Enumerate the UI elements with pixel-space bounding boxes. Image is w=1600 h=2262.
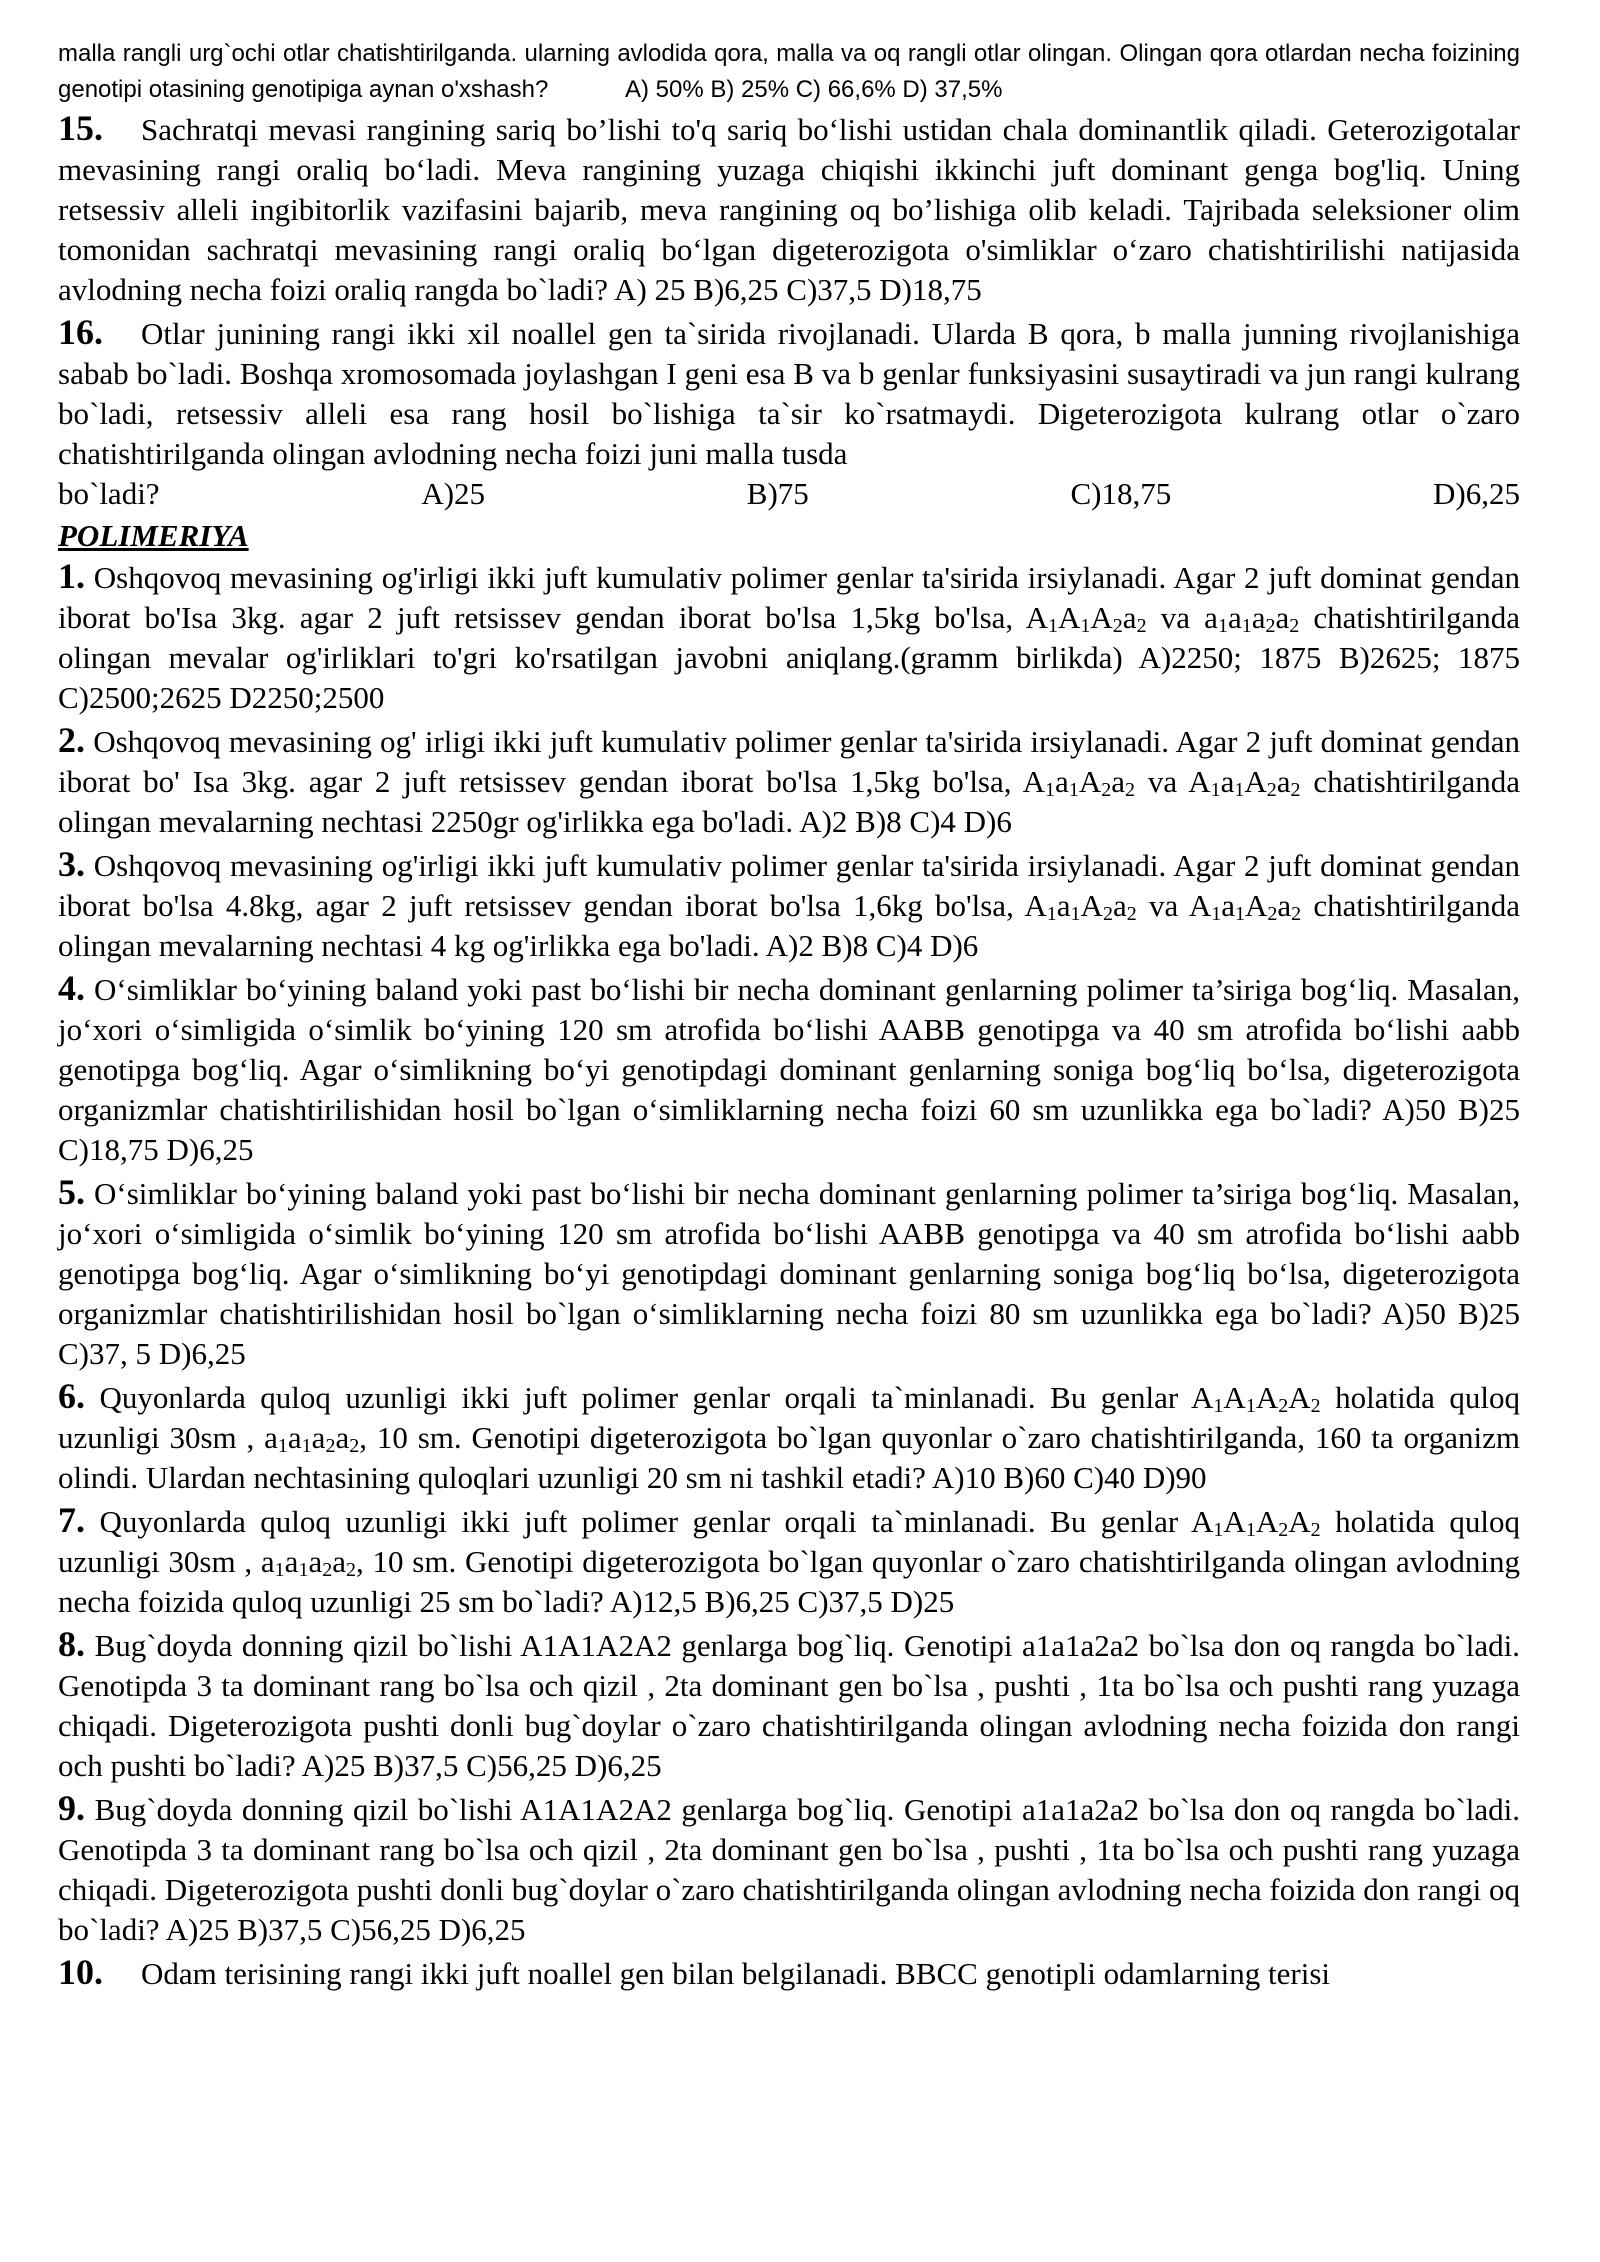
question-number: 5. [58, 1172, 85, 1212]
question-text: va [1147, 764, 1178, 799]
question-text: Quyonlarda quloq uzunligi ikki juft polimer genlar orqali ta`minlanadi. Bu genlar [99, 1504, 1179, 1539]
question-text: holatida quloq uzunligi 30sm , [58, 1504, 1521, 1579]
question-text: chatishtirilganda olingan mevalarning nechtasi 2250gr og'irlikka ega bo'ladi. A)2 B)8 C)4 D)6 [58, 764, 1521, 839]
question-14-tail [58, 36, 1520, 108]
question-text: Otlar junining rangi ikki xil noallel gen ta`sirida rivojlanadi. Ularda B qora, b malla junning rivojlanishiga sabab bo`ladi. Boshqa xromosomada joylashgan I geni esa B va b genlar funksiyasini susaytiradi va jun rangi kulrang bo`ladi, retsessiv alleli esa rang hosil bo`lishiga ta`sir ko`rsatmaydi. Digeterozigota kulrang otlar o`zaro chatishtirilganda olingan avlodning necha foizi juni malla tusda [58, 316, 1520, 471]
question-number: 10. [58, 1952, 103, 1992]
question-number: 7. [58, 1500, 85, 1540]
question-text: O‘simliklar bo‘yining baland yoki past bo‘lishi bir necha dominant genlarning polimer ta’siriga bog‘liq. Masalan, jo‘xori o‘simligida o‘simlik bo‘yining 120 sm atrofida bo‘lishi AABB genotipga va 40 sm atrofida bo‘lishi aabb genotipga bog‘liq. Agar o‘simlikning bo‘yi genotipdagi dominant genlarning soniga bog‘liq bo‘lsa, digeterozigota organizmlar chatishtirilishidan hosil bo`lgan o‘simliklarning necha foizi 80 sm uzunlikka ega bo`ladi? A)50 B)25 C)37, 5 D)6,25 [58, 1176, 1520, 1371]
question-number: 2. [58, 720, 85, 760]
polymery-question-8 [58, 1624, 1520, 1786]
question-16 [58, 312, 1520, 514]
genotype: $a_1a_1a_2a_2$ [260, 1544, 356, 1581]
question-15 [58, 108, 1520, 310]
option-d: D)6,25 [1432, 476, 1520, 511]
genotype: $a_1a_1a_2a_2$ [1204, 600, 1300, 637]
polymery-question-10 [58, 1952, 1520, 1994]
genotype: $A_1A_1A_2a_2$ [1025, 600, 1147, 637]
question-number: 1. [58, 556, 85, 596]
question-text: malla rangli urg`ochi otlar chatishtirilganda. ularning avlodida qora, malla va oq rangli otlar olingan. Olingan qora otlardan necha foizining genotipi otasining genotipiga aynan o'xshash? [58, 40, 1520, 103]
question-text: chatishtirilganda olingan mevalarning nechtasi 4 kg og'irlikka ega bo'ladi. A)2 B)8 C)4 D)6 [58, 888, 1521, 963]
question-number: 3. [58, 844, 85, 884]
polymery-question-3 [58, 844, 1520, 966]
genotype: $a_1a_1a_2a_2$ [264, 1420, 360, 1457]
genotype: $A_1a_1A_2a_2$ [1188, 764, 1301, 801]
question-text: Bug`doyda donning qizil bo`lishi A1A1A2A2 genlarga bog`liq. Genotipi a1a1a2a2 bo`lsa don oq rangda bo`ladi. Genotipda 3 ta dominant rang bo`lsa och qizil , 2ta dominant gen bo`lsa , pushti , 1ta bo`lsa och pushti rang yuzaga chiqadi. Digeterozigota pushti donli bug`doylar o`zaro chatishtirilganda olingan avlodning necha foizida don rangi oq bo`ladi? A)25 B)37,5 C)56,25 D)6,25 [58, 1792, 1520, 1947]
question-text: chatishtirilganda olingan mevalar og'irliklari to'gri ko'rsatilgan javobni aniqlang.(gramm birlikda) A)2250; 1875 B)2625; 1875 C)2500;2625 D2250;2500 [58, 600, 1521, 715]
genotype: $A_1a_1A_2a_2$ [1022, 764, 1135, 801]
polymery-question-5 [58, 1172, 1520, 1374]
question-number: 4. [58, 968, 85, 1008]
question-text: O‘simliklar bo‘yining baland yoki past bo‘lishi bir necha dominant genlarning polimer ta’siriga bog‘liq. Masalan, jo‘xori o‘simligida o‘simlik bo‘yining 120 sm atrofida bo‘lishi AABB genotipga va 40 sm atrofida bo‘lishi aabb genotipga bog‘liq. Agar o‘simlikning bo‘yi genotipdagi dominant genlarning soniga bog‘liq bo‘lsa, digeterozigota organizmlar chatishtirilishidan hosil bo`lgan o‘simliklarning necha foizi 60 sm uzunlikka ega bo`ladi? A)50 B)25 C)18,75 D)6,25 [58, 972, 1520, 1167]
option-c: C)18,75 [1070, 476, 1172, 511]
question-text: holatida quloq uzunligi 30sm , [58, 1380, 1521, 1455]
polymery-question-6 [58, 1376, 1520, 1498]
answer-options [58, 474, 1520, 514]
genotype: $A_1a_1A_2a_2$ [1188, 888, 1302, 925]
question-text: Sachratqi mevasi rangining sariq bo’lishi to'q sariq bo‘lishi ustidan chala dominantlik qiladi. Geterozigotalar mevasining rangi oraliq bo‘ladi. Meva rangining yuzaga chiqishi ikkinchi juft dominant genga bog'liq. Uning retsessiv alleli ingibitorlik vazifasini bajarib, meva rangining oq bo’lishiga olib keladi. Tajribada seleksioner olim tomonidan sachratqi mevasining rangi oraliq bo‘lgan digeterozigota o'simliklar o‘zaro chatishtirilishi natijasida avlodning necha foizi oraliq rangda bo`ladi? A) 25 B)6,25 C)37,5 D)18,75 [58, 112, 1520, 307]
genotype: $A_1A_1A_2A_2$ [1191, 1380, 1321, 1417]
genotype: $A_1A_1A_2A_2$ [1191, 1504, 1321, 1541]
polymery-question-9 [58, 1788, 1520, 1950]
question-text: Oshqovoq mevasining og'irligi ikki juft kumulativ polimer genlar ta'sirida irsiylanadi. Agar 2 juft dominat gendan iborat bo'Isa 3kg. agar 2 juft retsissev gendan iborat bo'lsa 1,5kg bo'lsa, [58, 560, 1521, 635]
question-text: Oshqovoq mevasining og' irligi ikki juft kumulativ polimer genlar ta'sirida irsiylanadi. Agar 2 juft dominat gendan iborat bo' Isa 3kg. agar 2 juft retsissev gendan iborat bo'lsa 1,5kg bo'lsa, [58, 724, 1521, 799]
question-text: va [1160, 600, 1190, 635]
question-number: 6. [58, 1376, 85, 1416]
answer-options: A) 50% B) 25% C) 66,6% D) 37,5% [624, 76, 1003, 103]
question-number: 16. [58, 312, 103, 352]
polymery-question-1 [58, 556, 1520, 718]
genotype: $A_1a_1A_2a_2$ [1024, 888, 1137, 925]
option-a: A)25 [421, 476, 486, 511]
question-text: , 10 sm. Genotipi digeterozigota bo`lgan quyonlar o`zaro chatishtirilganda, 160 ta organizm olindi. Ulardan nechtasining quloqlari uzunligi 20 sm ni tashkil etadi? A)10 B)60 C)40 D)90 [58, 1420, 1521, 1495]
document-page [58, 36, 1520, 1996]
question-text: va [1148, 888, 1179, 923]
question-number: 15. [58, 108, 103, 148]
section-heading: POLIMERIYA [58, 518, 249, 553]
option-lead: bo`ladi? [58, 476, 160, 511]
question-text: , 10 sm. Genotipi digeterozigota bo`lgan quyonlar o`zaro chatishtirilganda olingan avlodning necha foizida quloq uzunligi 25 sm bo`ladi? A)12,5 B)6,25 C)37,5 D)25 [58, 1544, 1520, 1619]
question-text: Odam terisining rangi ikki juft noallel gen bilan belgilanadi. BBCC genotipli odamlarning terisi [141, 1956, 1330, 1991]
polymery-question-7 [58, 1500, 1520, 1622]
option-b: B)75 [746, 476, 809, 511]
question-text: Quyonlarda quloq uzunligi ikki juft polimer genlar orqali ta`minlanadi. Bu genlar [99, 1380, 1179, 1415]
question-text: Bug`doyda donning qizil bo`lishi A1A1A2A2 genlarga bog`liq. Genotipi a1a1a2a2 bo`lsa don oq rangda bo`ladi. Genotipda 3 ta dominant rang bo`lsa och qizil , 2ta dominant gen bo`lsa , pushti , 1ta bo`lsa och pushti rang yuzaga chiqadi. Digeterozigota pushti donli bug`doylar o`zaro chatishtirilganda olingan avlodning necha foizida don rangi och pushti bo`ladi? A)25 B)37,5 C)56,25 D)6,25 [58, 1628, 1520, 1783]
polymery-question-4 [58, 968, 1520, 1170]
question-text: Oshqovoq mevasining og'irligi ikki juft kumulativ polimer genlar ta'sirida irsiylanadi. Agar 2 juft dominat gendan iborat bo'lsa 4.8kg, agar 2 juft retsissev gendan iborat bo'lsa 1,6kg bo'lsa, [58, 848, 1521, 923]
question-number: 9. [58, 1788, 85, 1828]
polymery-question-2 [58, 720, 1520, 842]
question-number: 8. [58, 1624, 85, 1664]
